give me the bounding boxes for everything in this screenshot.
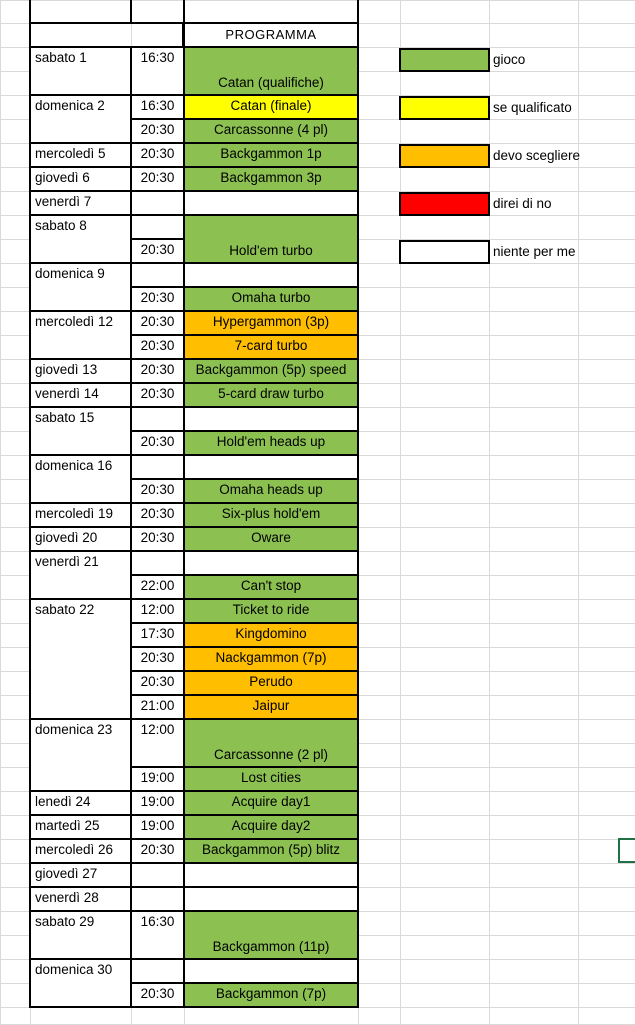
program-cell-text: Hold'em heads up [216, 434, 326, 449]
time-cell[interactable] [130, 646, 185, 672]
legend-label: niente per me [493, 244, 576, 259]
day-cell[interactable] [29, 166, 132, 192]
time-cell-text: 20:30 [140, 170, 175, 185]
program-cell[interactable] [183, 982, 359, 1008]
program-cell[interactable] [183, 358, 359, 384]
time-cell-text: 20:30 [140, 362, 175, 377]
program-cell[interactable] [183, 598, 359, 624]
day-cell-text: venerdì 14 [35, 386, 99, 401]
program-cell-text: Backgammon (5p) speed [195, 362, 347, 377]
program-cell-text: Can't stop [240, 578, 302, 593]
day-cell-text: lenedì 24 [35, 794, 91, 809]
time-cell-text: 20:30 [140, 146, 175, 161]
day-cell-text: domenica 16 [35, 458, 113, 473]
column-border [29, 0, 31, 24]
program-cell[interactable] [183, 478, 359, 504]
time-cell-text: 20:30 [140, 386, 175, 401]
program-cell[interactable] [183, 886, 359, 912]
day-cell-text: domenica 9 [35, 266, 105, 281]
program-cell[interactable] [183, 718, 359, 768]
day-cell[interactable] [29, 190, 132, 216]
time-cell[interactable] [130, 118, 185, 144]
program-cell-text: Carcassonne (2 pl) [213, 747, 329, 762]
day-cell[interactable] [29, 46, 132, 96]
time-cell[interactable] [130, 358, 185, 384]
day-cell[interactable] [29, 454, 132, 504]
program-cell[interactable] [183, 622, 359, 648]
program-cell[interactable] [183, 550, 359, 576]
program-cell-text: Hypergammon (3p) [212, 314, 330, 329]
time-cell[interactable] [130, 622, 185, 648]
time-cell[interactable] [130, 694, 185, 720]
time-cell[interactable] [130, 310, 185, 336]
day-cell[interactable] [29, 862, 132, 888]
day-cell-text: sabato 1 [35, 50, 87, 65]
program-cell[interactable] [183, 46, 359, 96]
time-cell[interactable] [130, 910, 185, 960]
time-cell[interactable] [130, 838, 185, 864]
program-cell[interactable] [183, 814, 359, 840]
program-cell[interactable] [183, 94, 359, 120]
program-cell[interactable] [183, 862, 359, 888]
time-cell-text: 12:00 [140, 722, 175, 737]
program-cell[interactable] [183, 646, 359, 672]
program-cell[interactable] [183, 790, 359, 816]
day-cell-text: sabato 8 [35, 218, 87, 233]
program-cell[interactable] [183, 118, 359, 144]
program-cell[interactable] [183, 838, 359, 864]
day-cell[interactable] [29, 214, 132, 264]
time-cell[interactable] [130, 142, 185, 168]
program-header[interactable]: PROGRAMMA [183, 22, 359, 48]
time-cell[interactable] [130, 94, 185, 120]
time-cell-text: 20:30 [140, 986, 175, 1001]
legend-label: gioco [493, 52, 526, 67]
time-cell-text: 22:00 [140, 578, 175, 593]
time-cell[interactable] [130, 526, 185, 552]
program-cell[interactable] [183, 910, 359, 960]
day-cell-text: giovedì 20 [35, 530, 98, 545]
day-cell[interactable] [29, 910, 132, 960]
program-cell-text: Ticket to ride [232, 602, 310, 617]
time-cell[interactable] [130, 46, 185, 96]
time-cell[interactable] [130, 574, 185, 600]
program-cell-text: Omaha turbo [231, 290, 311, 305]
program-cell-text: Catan (finale) [230, 98, 312, 113]
time-cell[interactable] [130, 550, 185, 576]
time-cell-text: 20:30 [140, 338, 175, 353]
time-cell-text: 19:00 [140, 818, 175, 833]
program-cell[interactable] [183, 310, 359, 336]
program-cell-text: 5-card draw turbo [218, 386, 324, 401]
program-cell-text: 7-card turbo [234, 338, 308, 353]
program-cell[interactable] [183, 142, 359, 168]
time-cell[interactable] [130, 670, 185, 696]
day-cell[interactable] [29, 718, 132, 792]
program-cell-text: Six-plus hold'em [221, 506, 321, 521]
day-cell[interactable] [29, 598, 132, 720]
legend-swatch-orange [399, 144, 490, 168]
program-cell[interactable] [183, 502, 359, 528]
program-cell-text: Carcassonne (4 pl) [213, 122, 329, 137]
day-cell-text: domenica 2 [35, 98, 105, 113]
time-cell-text: 16:30 [140, 50, 175, 65]
program-cell-text: Lost cities [240, 770, 302, 785]
program-cell-text: Backgammon (5p) blitz [201, 842, 341, 857]
day-cell[interactable] [29, 958, 132, 1008]
time-cell[interactable] [130, 982, 185, 1008]
program-cell-text: Acquire day1 [231, 794, 311, 809]
day-cell-text: venerdì 28 [35, 890, 99, 905]
legend-label: se qualificato [493, 100, 572, 115]
column-border [183, 0, 185, 24]
day-cell-text: mercoledì 19 [35, 506, 114, 521]
time-cell[interactable] [130, 190, 185, 216]
day-cell-text: mercoledì 12 [35, 314, 114, 329]
day-cell[interactable] [29, 262, 132, 312]
program-cell-text: Backgammon (7p) [215, 986, 327, 1001]
program-cell-text: Omaha heads up [219, 482, 323, 497]
day-cell-text: domenica 30 [35, 962, 113, 977]
time-cell[interactable] [130, 598, 185, 624]
program-cell[interactable] [183, 430, 359, 456]
time-cell-text: 20:30 [140, 506, 175, 521]
day-cell-text: sabato 15 [35, 410, 95, 425]
time-cell[interactable] [130, 454, 185, 480]
program-cell[interactable] [183, 574, 359, 600]
column-border [130, 0, 132, 24]
time-cell-text: 20:30 [140, 122, 175, 137]
selected-cell[interactable] [618, 838, 635, 863]
time-cell-text: 20:30 [140, 242, 175, 257]
time-cell[interactable] [130, 814, 185, 840]
time-cell[interactable] [130, 334, 185, 360]
legend-label: devo scegliere [493, 148, 581, 163]
legend-swatch-white [399, 240, 490, 264]
day-cell[interactable] [29, 358, 132, 384]
time-cell-text: 20:30 [140, 650, 175, 665]
time-cell[interactable] [130, 406, 185, 432]
program-cell[interactable] [183, 262, 359, 288]
time-cell-text: 21:00 [140, 698, 175, 713]
legend-swatch-green [399, 48, 490, 72]
column-border [357, 0, 359, 24]
time-cell-text: 19:00 [140, 770, 175, 785]
program-cell-text: Oware [251, 530, 291, 545]
header-blank [29, 22, 184, 48]
day-cell-text: giovedì 27 [35, 866, 98, 881]
time-cell[interactable] [130, 286, 185, 312]
time-cell[interactable] [130, 430, 185, 456]
time-cell-text: 20:30 [140, 842, 175, 857]
day-cell[interactable] [29, 142, 132, 168]
time-cell-text: 12:00 [140, 602, 175, 617]
day-cell[interactable] [29, 550, 132, 600]
time-cell[interactable] [130, 886, 185, 912]
time-cell[interactable] [130, 718, 185, 768]
time-cell[interactable] [130, 238, 185, 264]
day-cell[interactable] [29, 526, 132, 552]
program-cell-text: Backgammon 3p [220, 170, 322, 185]
program-cell-text: Nackgammon (7p) [215, 650, 327, 665]
program-cell-text: Jaipur [252, 698, 290, 713]
day-cell-text: martedì 25 [35, 818, 100, 833]
time-cell-text: 20:30 [140, 434, 175, 449]
time-cell-text: 20:30 [140, 674, 175, 689]
day-cell-text: domenica 23 [35, 722, 113, 737]
program-cell[interactable] [183, 166, 359, 192]
time-cell[interactable] [130, 958, 185, 984]
time-cell-text: 20:30 [140, 314, 175, 329]
time-cell-text: 16:30 [140, 98, 175, 113]
program-cell-text: Acquire day2 [231, 818, 311, 833]
program-cell[interactable] [183, 334, 359, 360]
time-cell[interactable] [130, 766, 185, 792]
time-cell[interactable] [130, 478, 185, 504]
program-cell-text: Kingdomino [235, 626, 307, 641]
program-cell[interactable] [183, 454, 359, 480]
program-cell[interactable] [183, 526, 359, 552]
time-cell-text: 20:30 [140, 482, 175, 497]
program-cell[interactable] [183, 286, 359, 312]
day-cell-text: giovedì 13 [35, 362, 98, 377]
day-cell[interactable] [29, 382, 132, 408]
program-cell[interactable] [183, 958, 359, 984]
program-cell-text: Catan (qualifiche) [218, 75, 324, 90]
program-cell-text: Hold'em turbo [229, 243, 313, 258]
legend-swatch-red [399, 192, 490, 216]
day-cell-text: venerdì 21 [35, 554, 99, 569]
time-cell[interactable] [130, 214, 185, 240]
time-cell[interactable] [130, 790, 185, 816]
time-cell[interactable] [130, 862, 185, 888]
program-cell-text: Perudo [249, 674, 293, 689]
time-cell-text: 16:30 [140, 914, 175, 929]
day-cell[interactable] [29, 406, 132, 456]
time-cell[interactable] [130, 382, 185, 408]
time-cell-text: 17:30 [140, 626, 175, 641]
day-cell-text: mercoledì 5 [35, 146, 106, 161]
day-cell-text: mercoledì 26 [35, 842, 114, 857]
time-cell[interactable] [130, 262, 185, 288]
program-cell[interactable] [183, 190, 359, 216]
day-cell-text: sabato 22 [35, 602, 95, 617]
day-cell[interactable] [29, 814, 132, 840]
day-cell[interactable] [29, 94, 132, 144]
day-cell[interactable] [29, 310, 132, 360]
time-cell[interactable] [130, 502, 185, 528]
day-cell[interactable] [29, 790, 132, 816]
day-cell[interactable] [29, 838, 132, 864]
program-cell-text: Backgammon (11p) [212, 939, 330, 954]
time-cell-text: 19:00 [140, 794, 175, 809]
legend-label: direi di no [493, 196, 552, 211]
time-cell[interactable] [130, 166, 185, 192]
program-cell[interactable] [183, 670, 359, 696]
program-cell[interactable] [183, 694, 359, 720]
day-cell-text: sabato 29 [35, 914, 95, 929]
program-cell[interactable] [183, 382, 359, 408]
legend-swatch-yellow [399, 96, 490, 120]
program-cell-text: Backgammon 1p [220, 146, 322, 161]
program-cell[interactable] [183, 214, 359, 264]
time-cell-text: 20:30 [140, 530, 175, 545]
day-cell[interactable] [29, 502, 132, 528]
day-cell-text: giovedì 6 [35, 170, 90, 185]
program-cell[interactable] [183, 766, 359, 792]
time-cell-text: 20:30 [140, 290, 175, 305]
program-cell[interactable] [183, 406, 359, 432]
day-cell-text: venerdì 7 [35, 194, 92, 209]
day-cell[interactable] [29, 886, 132, 912]
